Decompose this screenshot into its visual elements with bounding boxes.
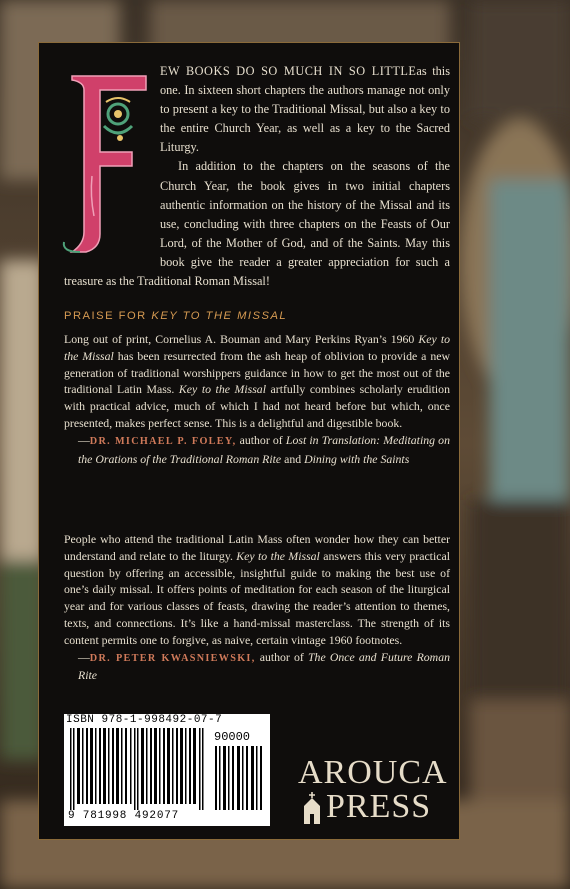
- intro-paragraph-2: In addition to the chapters on the seasons of the Church Year, the book gives in two initial chapters authentic information on the history of the Missal and its use, concluding with three chapters on the Feasts of Our Lord, of the Mother of God, and of the Saints. May this book give the reader a greater appreciation for such a treasure as the Traditional Roman Missal!: [64, 159, 450, 289]
- church-icon: [300, 792, 324, 824]
- price-barcode-bars-icon: [214, 746, 266, 810]
- price-code: 90000: [214, 730, 251, 744]
- book-description: [64, 62, 450, 291]
- isbn-barcode: [64, 714, 270, 826]
- praise-heading: PRAISE FOR KEY TO THE MISSAL: [64, 310, 288, 322]
- intro-paragraph-1: as this one. In sixteen short chapters the authors manage not only to present a key to the Traditional Missal, but also a key to the entire Church Year, as well as a key to the Sacred Liturgy.: [160, 64, 450, 155]
- isbn-number: ISBN 978-1-998492-07-7: [66, 714, 223, 726]
- quote-attribution-foley: —DR. MICHAEL P. FOLEY, author of Lost in Translation: Meditating on the Orations of the Traditional Roman Rite and Dining with the Saints: [78, 432, 450, 466]
- ean-number: 9 781998 492077: [68, 810, 180, 822]
- quote-attribution-kwasniewski: —DR. PETER KWASNIEWSKI, author of The Once and Future Roman Rite: [78, 649, 450, 683]
- reviewer-name-kwasniewski: DR. PETER KWASNIEWSKI,: [89, 652, 256, 664]
- praise-quote-foley: Long out of print, Cornelius A. Bouman and Mary Perkins Ryan’s 1960 Key to the Missal has been resurrected from the ash heap of oblivion to provide a new generation of traditional worshippers guidance in how to get the most out of the traditional Latin Mass. Key to the Missal artfully combines scholarly erudition with practical advice, much of which I had not heard before but which, once presented, makes perfect sense. This is a delightful and digestible book. —DR. MICHAEL P. FOLEY, author of Lost in Translation: Meditating on the Orations of the Traditional Roman Rite and Dining with the Saints: [64, 332, 450, 466]
- illuminated-dropcap-f-icon: [60, 66, 152, 256]
- arouca-press-logo: AROUCA PRESS: [298, 754, 448, 825]
- praise-quote-kwasniewski: People who attend the traditional Latin Mass often wonder how they can better understand and relate to the liturgy. Key to the Missal answers this very practical question by offering an accessible, insightful guide to making the best use of one’s daily missal. It offers points of meditation for each season of the liturgical year and for various classes of feasts, drawing the reader’s attention to themes, texts, and connections. It’s like a hand-missal masterclass. The strength of its content permits one to forgive, as naive, certain vintage 1960 footnotes. —DR. PETER KWASNIEWSKI, author of The Once and Future Roman Rite: [64, 532, 450, 683]
- reviewer-name-foley: DR. MICHAEL P. FOLEY,: [89, 435, 237, 447]
- barcode-bars-icon: [68, 728, 208, 810]
- lead-in: EW BOOKS DO SO MUCH IN SO LITTLE: [160, 64, 417, 78]
